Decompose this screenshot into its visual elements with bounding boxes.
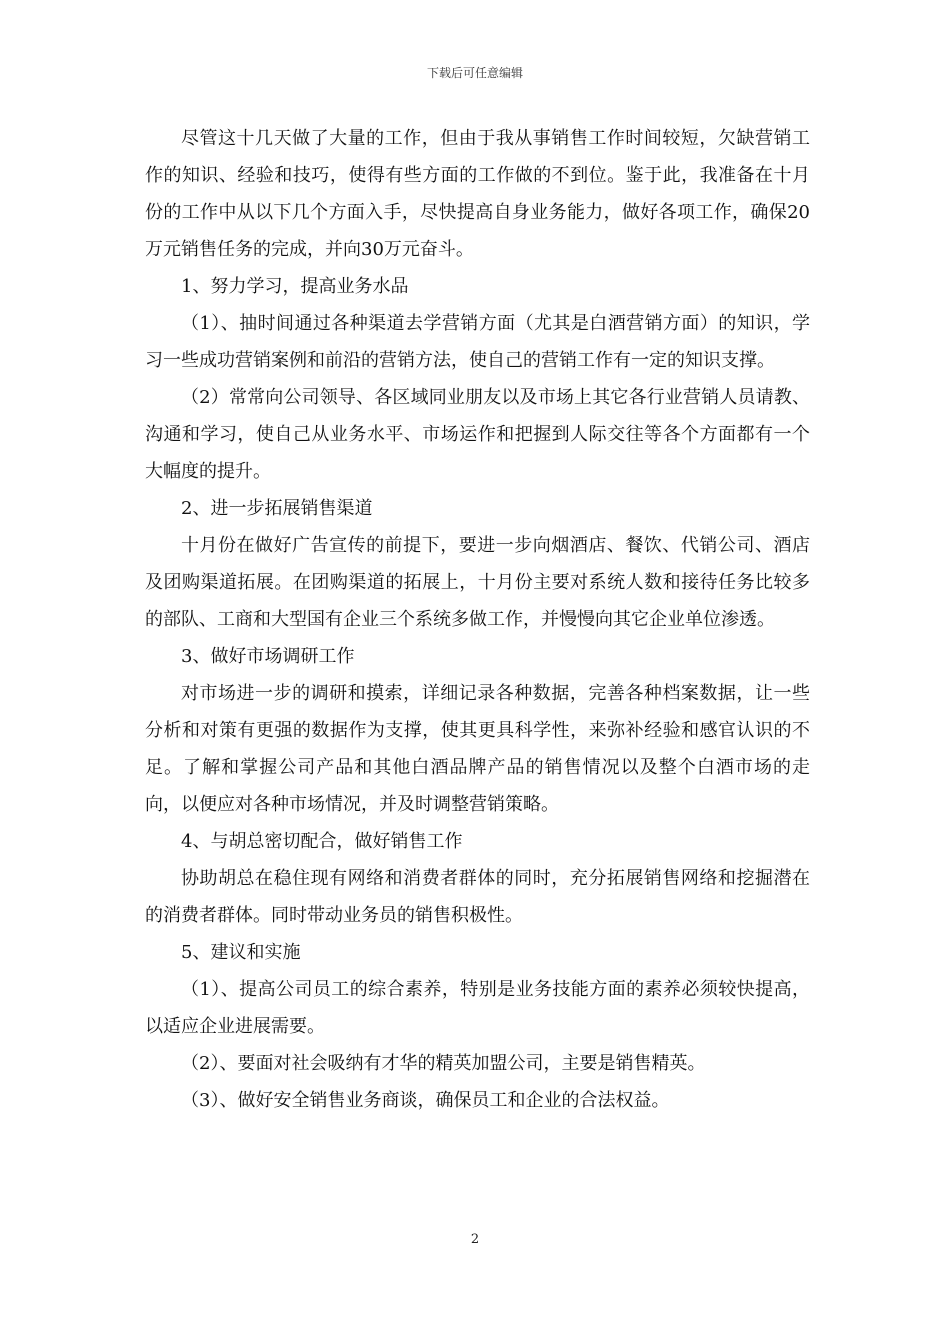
page-number: 2 <box>470 1232 480 1247</box>
section-5-heading: 5、建议和实施 <box>181 942 301 963</box>
document-body <box>145 120 810 1119</box>
section-1-heading: 1、努力学习，提高业务水品 <box>181 276 409 297</box>
section-4-paragraph: 协助胡总在稳住现有网络和消费者群体的同时，充分拓展销售网络和挖掘潜在的消费者群体。同时带动业务员的销售积极性。 <box>145 868 810 926</box>
section-5-item-1: （1）、提高公司员工的综合素养，特别是业务技能方面的素养必须较快提高，以适应企业进展需要。 <box>145 979 810 1037</box>
section-4-heading: 4、与胡总密切配合，做好销售工作 <box>181 831 463 852</box>
section-3-heading: 3、做好市场调研工作 <box>181 646 355 667</box>
page-header: 下载后可任意编辑 <box>426 66 523 80</box>
section-3-paragraph: 对市场进一步的调研和摸索，详细记录各种数据，完善各种档案数据，让一些分析和对策有更强的数据作为支撑，使其更具科学性，来弥补经验和感官认识的不足。了解和掌握公司产品和其他白酒品牌产品的销售情况以及整个白酒市场的走向，以便应对各种市场情况，并及时调整营销策略。 <box>145 683 810 815</box>
section-2-paragraph: 十月份在做好广告宣传的前提下，要进一步向烟酒店、餐饮、代销公司、酒店及团购渠道拓展。在团购渠道的拓展上，十月份主要对系统人数和接待任务比较多的部队、工商和大型国有企业三个系统多做工作，并慢慢向其它企业单位渗透。 <box>145 535 810 630</box>
intro-paragraph: 尽管这十几天做了大量的工作，但由于我从事销售工作时间较短，欠缺营销工作的知识、经验和技巧，使得有些方面的工作做的不到位。鉴于此，我准备在十月份的工作中从以下几个方面入手，尽快提高自身业务能力，做好各项工作，确保20万元销售任务的完成，并向30万元奋斗。 <box>145 128 810 260</box>
section-2-heading: 2、进一步拓展销售渠道 <box>181 498 373 519</box>
section-5-item-3: （3）、做好安全销售业务商谈，确保员工和企业的合法权益。 <box>181 1090 670 1111</box>
section-1-item-1: （1）、抽时间通过各种渠道去学营销方面（尤其是白酒营销方面）的知识，学习一些成功营销案例和前沿的营销方法，使自己的营销工作有一定的知识支撑。 <box>145 313 810 371</box>
section-5-item-2: （2）、要面对社会吸纳有才华的精英加盟公司，主要是销售精英。 <box>181 1053 706 1074</box>
section-1-item-2: （2）常常向公司领导、各区域同业朋友以及市场上其它各行业营销人员请教、沟通和学习，使自己从业务水平、市场运作和把握到人际交往等各个方面都有一个大幅度的提升。 <box>145 387 810 482</box>
